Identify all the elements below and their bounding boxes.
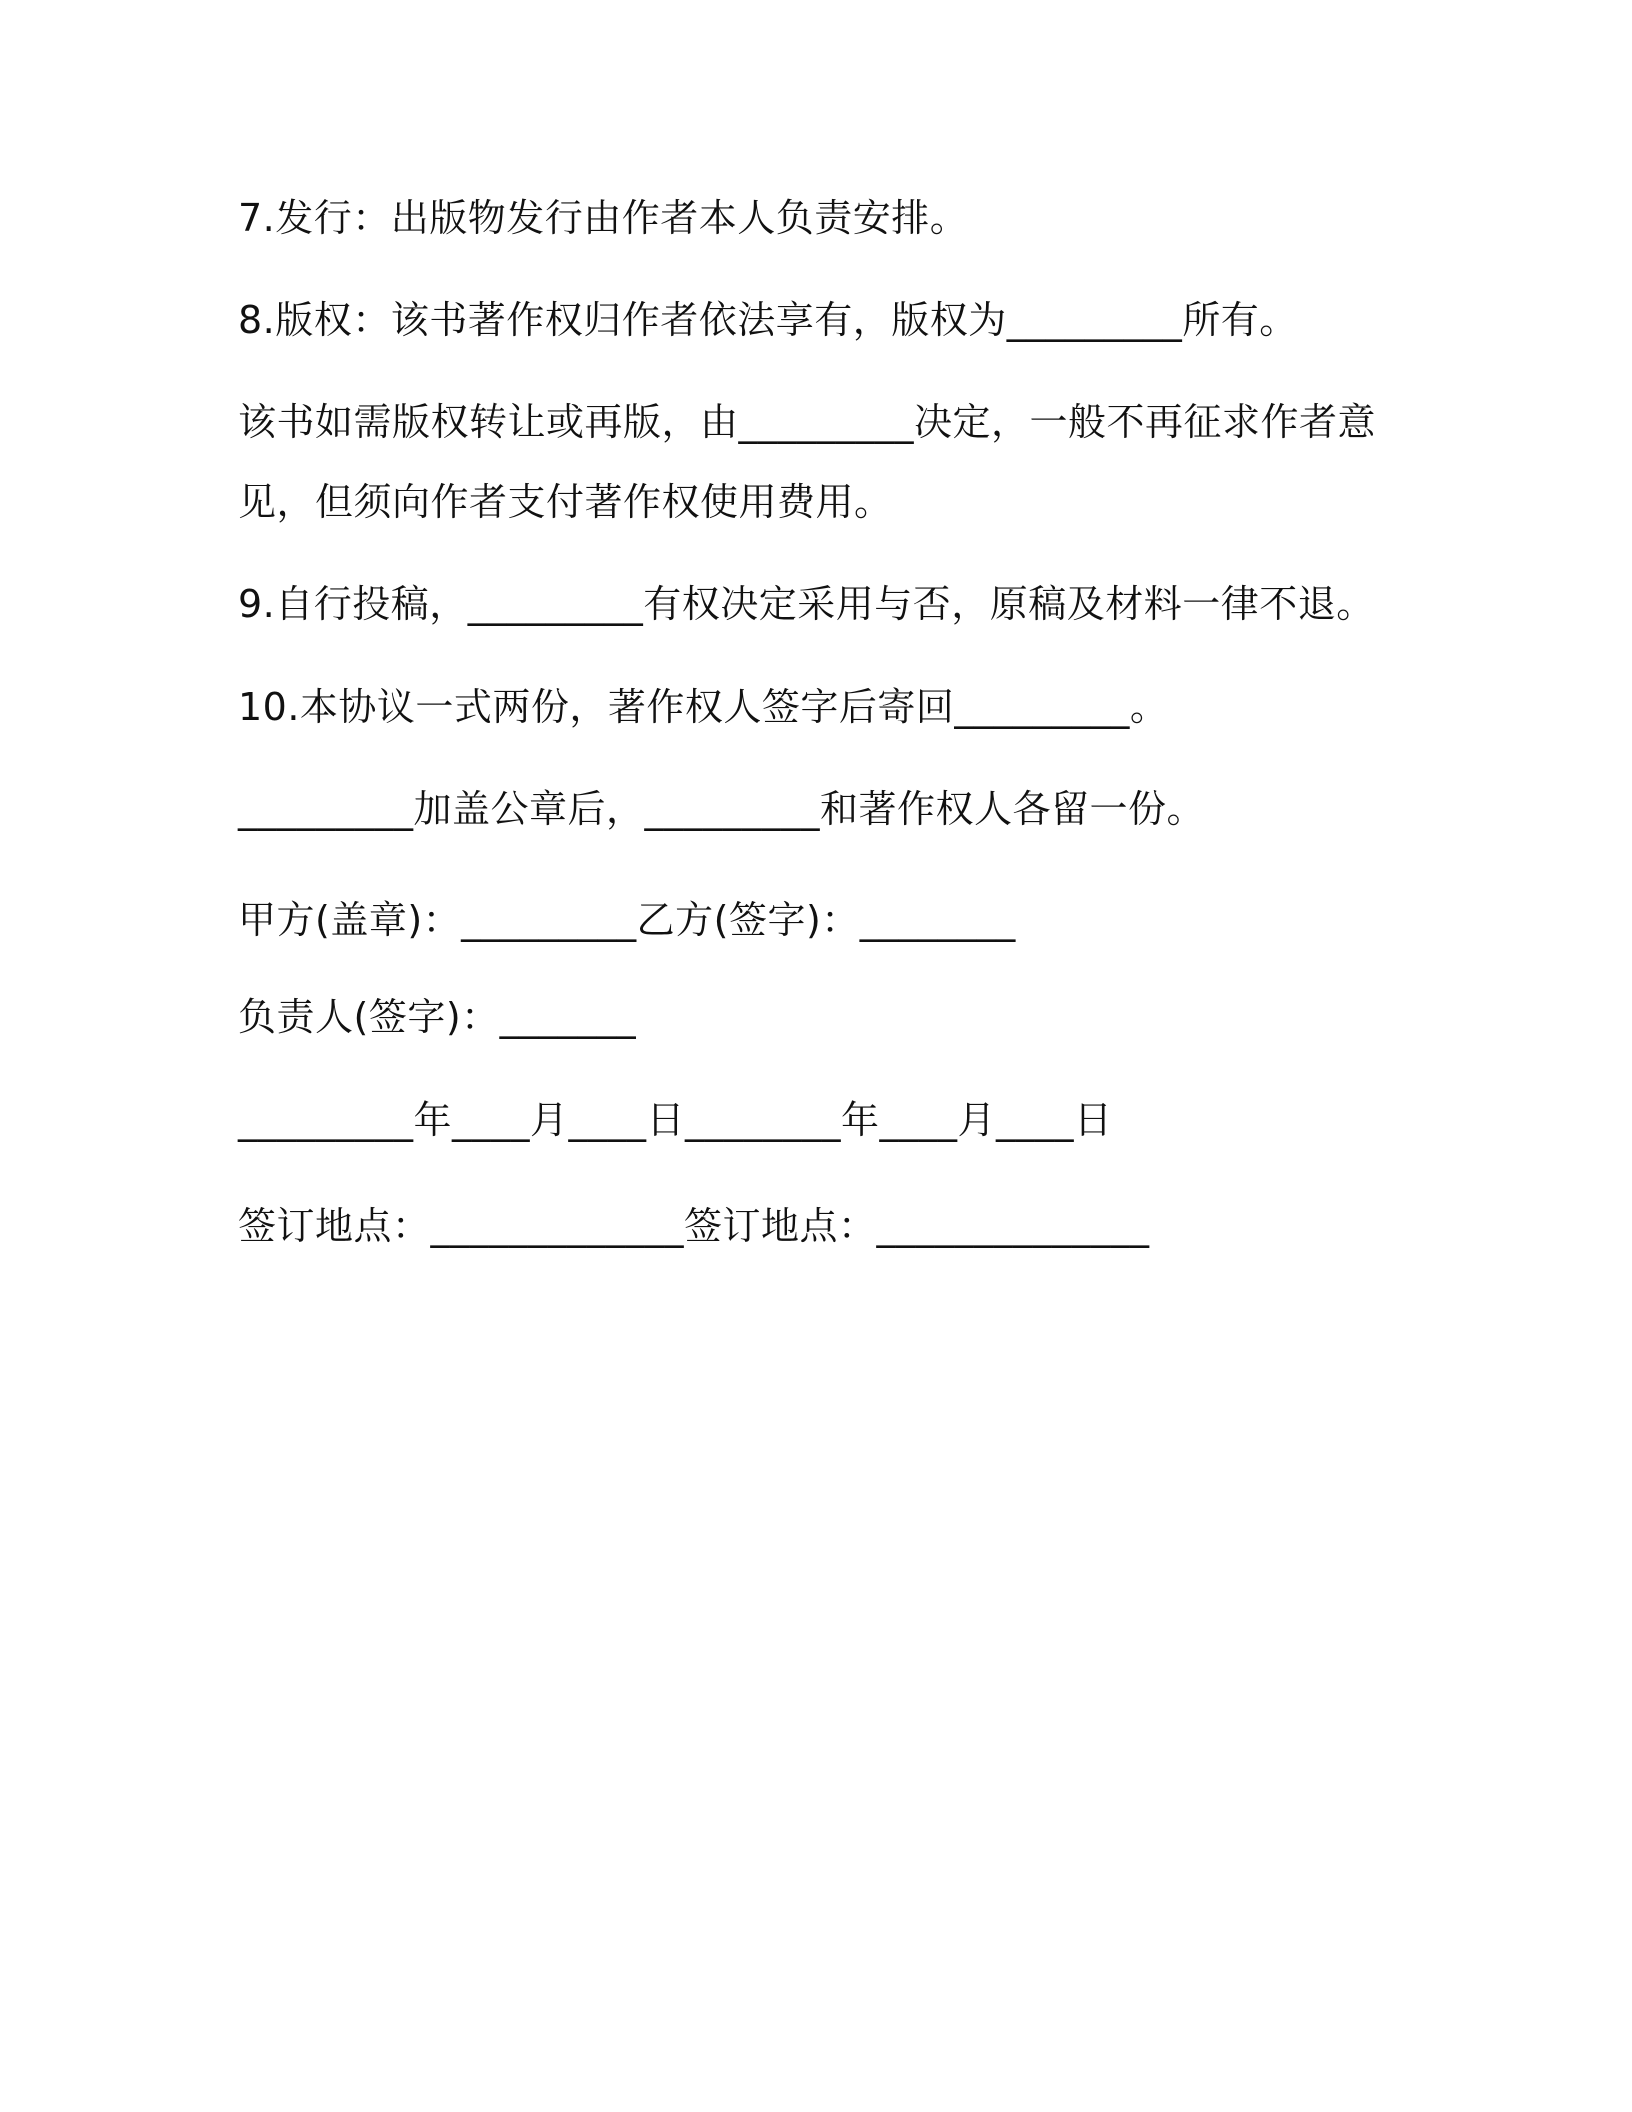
clause-10-seal: _________加盖公章后，_________和著作权人各留一份。 bbox=[238, 787, 1206, 831]
signing-date-line: _________年____月____日________年____月____日 bbox=[238, 1098, 1113, 1142]
party-signature-line: 甲方(盖章)：_________乙方(签字)：________ bbox=[238, 898, 1016, 942]
clause-10-copies: 10.本协议一式两份，著作权人签字后寄回_________。 bbox=[238, 685, 1169, 729]
clause-7-distribution: 7.发行：出版物发行由作者本人负责安排。 bbox=[238, 196, 969, 240]
clause-8-transfer-line-1: 该书如需版权转让或再版，由_________决定，一般不再征求作者意 bbox=[238, 400, 1377, 444]
clause-8-transfer-line-2: 见，但须向作者支付著作权使用费用。 bbox=[238, 480, 893, 524]
clause-9-submission: 9.自行投稿，_________有权决定采用与否，原稿及材料一律不退。 bbox=[238, 582, 1375, 626]
responsible-person-signature: 负责人(签字)：_______ bbox=[238, 995, 637, 1039]
signing-location-line: 签订地点：_____________签订地点：______________ bbox=[238, 1204, 1150, 1248]
clause-8-copyright: 8.版权：该书著作权归作者依法享有，版权为_________所有。 bbox=[238, 298, 1298, 342]
